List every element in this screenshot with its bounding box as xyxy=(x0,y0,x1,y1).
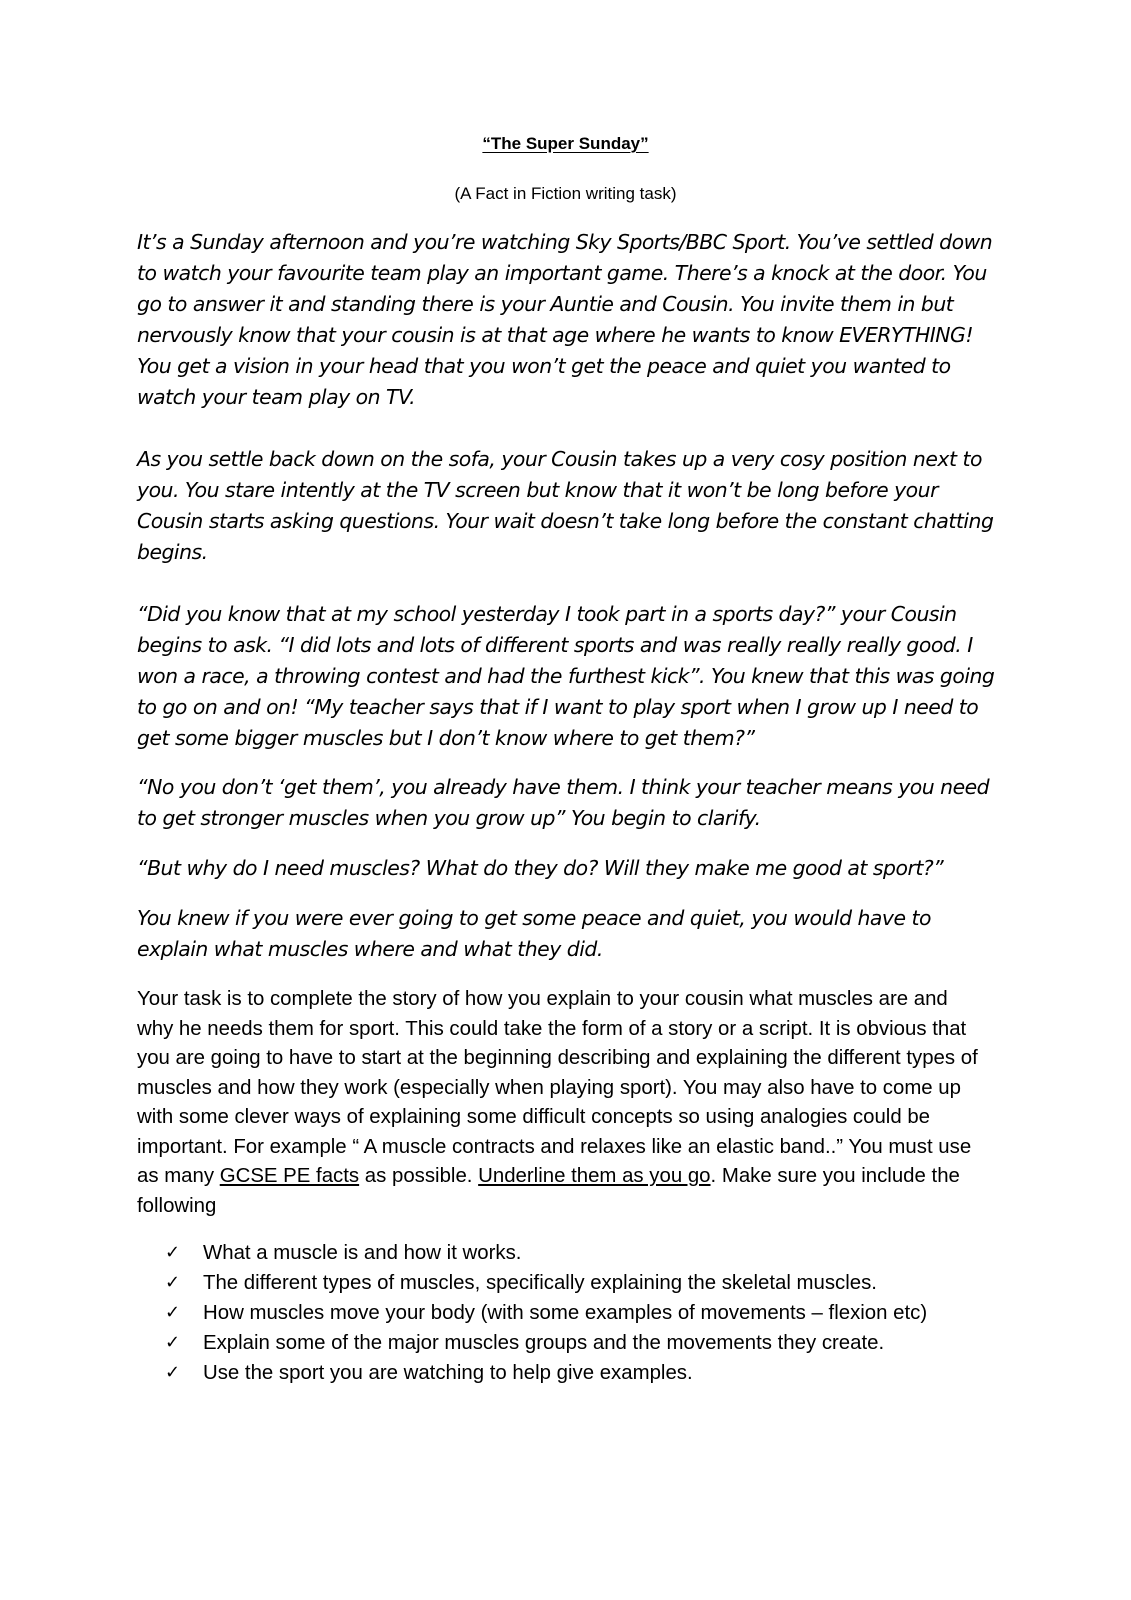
checklist-item xyxy=(165,1268,995,1298)
story-paragraph: “Did you know that at my school yesterday I took part in a sports day?” your Cousin begins to ask. “I did lots and lots of different sports and was really really really good. I won a race, a throwing contest and had the furthest kick”. You knew that this was going to go on and on! “My teacher says that if I want to play sport when I grow up I need to get some bigger muscles but I don’t know where to get them?” xyxy=(137,602,995,750)
checkmark-icon: ✓ xyxy=(165,1332,181,1353)
story-paragraph: “No you don’t ‘get them’, you already have them. I think your teacher means you need to get stronger muscles when you grow up” You begin to clarify. xyxy=(137,775,990,830)
checkmark-icon: ✓ xyxy=(165,1242,181,1263)
checklist-item xyxy=(165,1328,995,1358)
checklist-item-label: Use the sport you are watching to help give examples. xyxy=(203,1362,693,1384)
document-title: “The Super Sunday” xyxy=(482,134,649,153)
checkmark-icon: ✓ xyxy=(165,1272,181,1293)
story-paragraph: “But why do I need muscles? What do they do? Will they make me good at sport?” xyxy=(137,856,944,880)
document-subtitle: (A Fact in Fiction writing task) xyxy=(454,184,677,203)
checkmark-icon: ✓ xyxy=(165,1362,181,1383)
checklist-item xyxy=(165,1298,995,1328)
story-paragraph: It’s a Sunday afternoon and you’re watching Sky Sports/BBC Sport. You’ve settled down to watch your favourite team play an important game. There’s a knock at the door. You go to answer it and standing there is your Auntie and Cousin. You invite them in but nervously know that your cousin is at that age where he wants to know EVERYTHING! You get a vision in your head that you won’t get the peace and quiet you wanted to watch your team play on TV. xyxy=(137,230,993,409)
checklist-item xyxy=(165,1238,995,1268)
underlined-gcse-facts: GCSE PE facts xyxy=(219,1165,360,1187)
task-text: Your task is to complete the story of how you explain to your cousin what muscles are and why he needs them for sport. This could take the form of a story or a script. It is obvious that you are going to have to start at the beginning describing and explaining the different types of muscles and how they work (especially when playing sport). You may also have to come up with some clever ways of explaining some difficult concepts so using analogies could be important. For example “ A muscle contracts and relaxes like an elastic band..” You must use as many xyxy=(137,988,978,1187)
task-text: . Make sure you include the following xyxy=(137,1165,960,1217)
requirements-checklist xyxy=(165,1238,995,1388)
checklist-item-label: The different types of muscles, specifically explaining the skeletal muscles. xyxy=(203,1272,877,1294)
checklist-item xyxy=(165,1358,995,1388)
checkmark-icon: ✓ xyxy=(165,1302,181,1323)
story-paragraph: You knew if you were ever going to get some peace and quiet, you would have to explain what muscles where and what they did. xyxy=(137,906,931,961)
underlined-instruction: Underline them as you go xyxy=(478,1165,711,1187)
task-paragraph xyxy=(137,985,987,1221)
checklist-item-label: How muscles move your body (with some examples of movements – flexion etc) xyxy=(203,1302,928,1324)
story-paragraph: As you settle back down on the sofa, your Cousin takes up a very cosy position next to you. You stare intently at the TV screen but know that it won’t be long before your Cousin starts asking questions. Your wait doesn’t take long before the constant chatting begins. xyxy=(137,447,994,564)
checklist-item-label: Explain some of the major muscles groups and the movements they create. xyxy=(203,1332,885,1354)
task-text: as possible. xyxy=(359,1165,479,1187)
checklist-item-label: What a muscle is and how it works. xyxy=(203,1242,522,1264)
